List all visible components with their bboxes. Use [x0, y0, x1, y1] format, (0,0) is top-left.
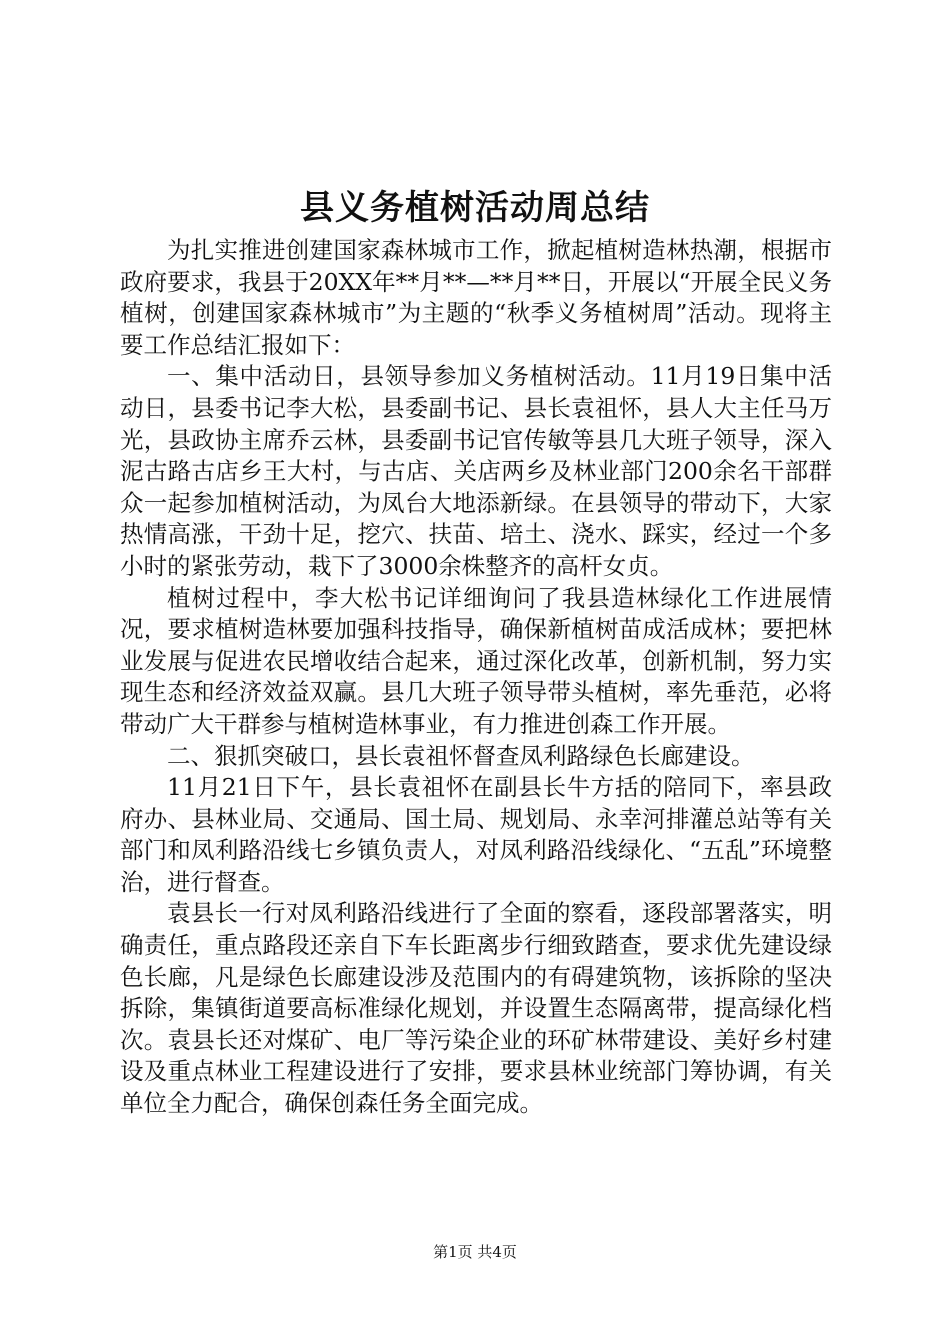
- paragraph-section-1: 一、集中活动日，县领导参加义务植树活动。11月19日集中活动日，县委书记李大松，县委副书记、县长袁祖怀，县人大主任马万光，县政协主席乔云林，县委副书记官传敏等县几大班子领导，深入泥古路古店乡王大村，与古店、关店两乡及林业部门200余名干部群众一起参加植树活动，为凤台大地添新绿。在县领导的带动下，大家热情高涨，干劲十足，挖穴、扶苗、培土、浇水、踩实，经过一个多小时的紧张劳动，栽下了3000余株整齐的高杆女贞。: [120, 362, 832, 580]
- page-number-footer: 第1页 共4页: [433, 1243, 517, 1261]
- document-title: 县义务植树活动周总结: [300, 188, 650, 228]
- document-body: [120, 235, 832, 1120]
- paragraph-section-2: 11月21日下午，县长袁祖怀在副县长牛方括的陪同下，率县政府办、县林业局、交通局、国土局、规划局、永幸河排灌总站等有关部门和凤利路沿线七乡镇负责人，对凤利路沿线绿化、“五乱”环境整治，进行督查。: [120, 773, 832, 896]
- paragraph-intro: 为扎实推进创建国家森林城市工作，掀起植树造林热潮，根据市政府要求，我县于20XX年**月**—**月**日，开展以“开展全民义务植树，创建国家森林城市”为主题的“秋季义务植树周”活动。现将主要工作总结汇报如下：: [120, 236, 832, 359]
- paragraph-section-2-detail: 袁县长一行对凤利路沿线进行了全面的察看，逐段部署落实，明确责任，重点路段还亲自下车长距离步行细致踏查，要求优先建设绿色长廊，凡是绿色长廊建设涉及范围内的有碍建筑物，该拆除的坚决拆除，集镇街道要高标准绿化规划，并设置生态隔离带，提高绿化档次。袁县长还对煤矿、电厂等污染企业的环矿林带建设、美好乡村建设及重点林业工程建设进行了安排，要求县林业统部门筹协调，有关单位全力配合，确保创森任务全面完成。: [120, 899, 832, 1118]
- paragraph-section-1-detail: 植树过程中，李大松书记详细询问了我县造林绿化工作进展情况，要求植树造林要加强科技指导，确保新植树苗成活成林；要把林业发展与促进农民增收结合起来，通过深化改革，创新机制，努力实现生态和经济效益双赢。县几大班子领导带头植树，率先垂范，必将带动广大干群参与植树造林事业，有力推进创森工作开展。: [120, 583, 832, 738]
- paragraph-section-2-heading: 二、狠抓突破口，县长袁祖怀督查凤利路绿色长廊建设。: [167, 741, 755, 770]
